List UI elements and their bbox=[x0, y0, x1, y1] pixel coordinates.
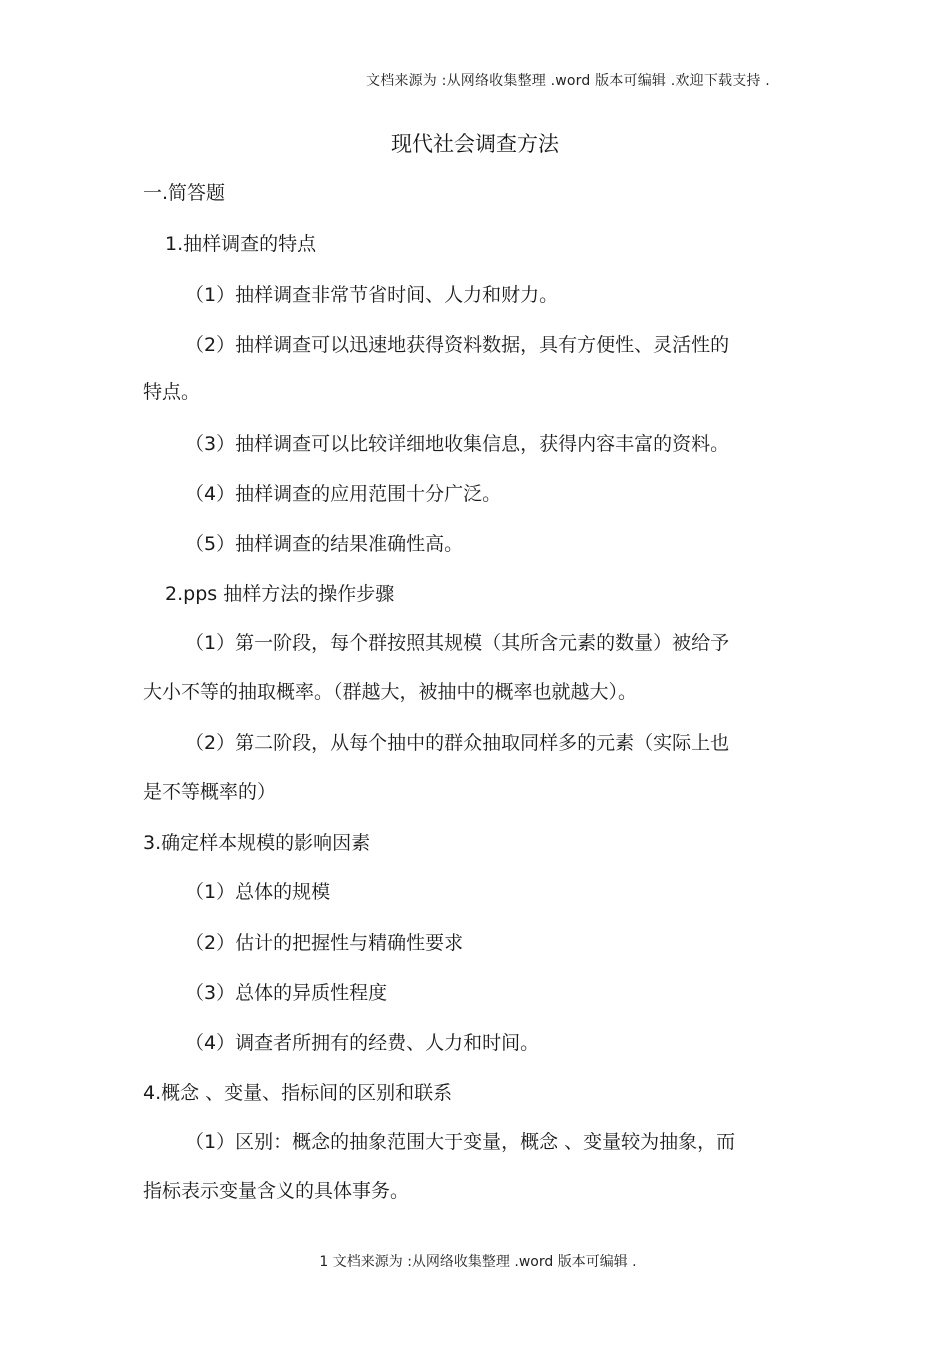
question-4-heading: 4.概念 、变量、指标间的区别和联系 bbox=[143, 1082, 453, 1104]
question-1-heading: 1.抽样调查的特点 bbox=[165, 233, 317, 255]
q3-item-3: （3）总体的异质性程度 bbox=[185, 982, 388, 1004]
question-3-heading: 3.确定样本规模的影响因素 bbox=[143, 832, 371, 854]
q1-item-1: （1）抽样调查非常节省时间、人力和财力。 bbox=[185, 284, 559, 306]
document-title: 现代社会调查方法 bbox=[391, 132, 559, 156]
q3-item-2: （2）估计的把握性与精确性要求 bbox=[185, 932, 464, 954]
q3-item-1: （1）总体的规模 bbox=[185, 881, 331, 903]
q1-item-4: （4）抽样调查的应用范围十分广泛。 bbox=[185, 483, 502, 505]
q2-item-1: （1）第一阶段，每个群按照其规模（其所含元素的数量）被给予 bbox=[185, 632, 730, 654]
q1-item-2-continued: 特点。 bbox=[143, 381, 201, 403]
q2-item-2: （2）第二阶段，从每个抽中的群众抽取同样多的元素（实际上也 bbox=[185, 732, 730, 754]
q2-item-1-continued: 大小不等的抽取概率。（群越大，被抽中的概率也就越大）。 bbox=[143, 681, 638, 703]
q3-item-4: （4）调查者所拥有的经费、人力和时间。 bbox=[185, 1032, 540, 1054]
page-header: 文档来源为 :从网络收集整理 .word 版本可编辑 .欢迎下载支持 . bbox=[366, 73, 770, 89]
q1-item-2: （2）抽样调查可以迅速地获得资料数据，具有方便性、灵活性的 bbox=[185, 334, 730, 356]
q4-item-1-continued: 指标表示变量含义的具体事务。 bbox=[143, 1180, 410, 1202]
q2-item-2-continued: 是不等概率的） bbox=[143, 781, 277, 803]
q4-item-1: （1）区别：概念的抽象范围大于变量，概念 、变量较为抽象，而 bbox=[185, 1131, 736, 1153]
section-heading: 一.简答题 bbox=[143, 182, 226, 204]
question-2-heading: 2.pps 抽样方法的操作步骤 bbox=[165, 583, 395, 605]
q1-item-3: （3）抽样调查可以比较详细地收集信息，获得内容丰富的资料。 bbox=[185, 433, 730, 455]
q1-item-5: （5）抽样调查的结果准确性高。 bbox=[185, 533, 464, 555]
page-footer: 1 文档来源为 :从网络收集整理 .word 版本可编辑 . bbox=[319, 1254, 637, 1270]
